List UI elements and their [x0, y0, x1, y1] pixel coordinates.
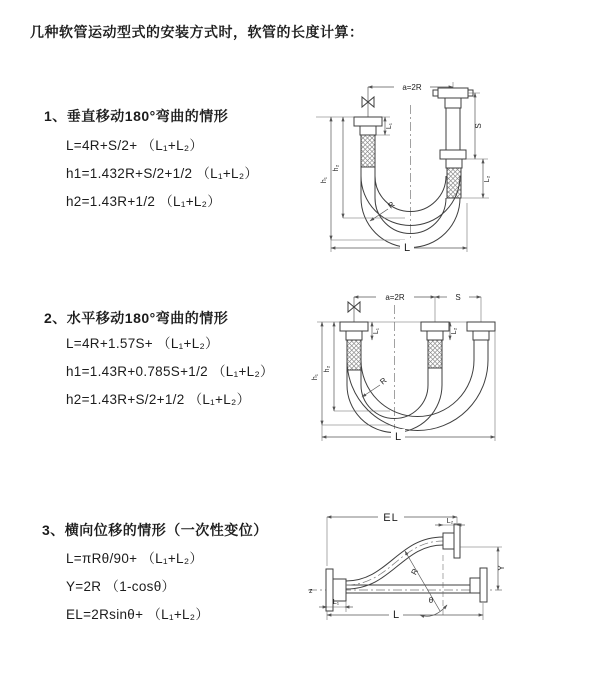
- dim-label-l1: L₁: [332, 599, 340, 606]
- dimension-l-overall: [327, 603, 483, 621]
- dim-label-s: S: [455, 293, 461, 302]
- dim-label-l1: L₁: [386, 122, 393, 130]
- left-end-fitting: [340, 322, 368, 385]
- section-3-title: 横向位移的情形（一次性变位）: [64, 522, 268, 538]
- dimension-l1: [319, 599, 353, 612]
- dim-label-r: R: [378, 375, 389, 387]
- formula-line: Y=2R （1-cosθ）: [66, 579, 176, 594]
- dim-label-r: R: [386, 199, 397, 211]
- right-end-fitting: [467, 322, 495, 360]
- formula-line: h2=1.43R+1/2 （L₁+L₂）: [66, 194, 222, 209]
- braided-hose-section: [347, 340, 361, 370]
- valve-icon: [362, 87, 374, 117]
- dimension-l1: [372, 322, 380, 340]
- dimension-el: [327, 512, 457, 566]
- dim-label-l2: L₂: [446, 518, 454, 525]
- upper-flange: [454, 524, 460, 558]
- middle-end-fitting: [421, 322, 449, 385]
- right-end-fitting: [433, 88, 473, 198]
- section-2-number: 2、: [44, 310, 67, 326]
- hose-u-bend: [347, 360, 488, 433]
- dim-label-l1: L₁: [373, 327, 380, 335]
- right-flange: [480, 568, 487, 602]
- dim-label-a2r: a=2R: [402, 83, 422, 92]
- dim-label-h2: h₂: [324, 365, 331, 373]
- dim-label-l2: L₂: [451, 327, 458, 335]
- dimension-s: [466, 93, 488, 159]
- braided-hose-section: [447, 168, 461, 198]
- section-3-heading: [42, 520, 268, 540]
- left-end-fitting: [354, 117, 382, 198]
- dimension-s: [435, 293, 481, 302]
- valve-icon: [348, 297, 360, 322]
- diagram-lateral-offset: [300, 500, 600, 670]
- braided-hose-section: [361, 135, 375, 167]
- section-3-number: 3、: [42, 522, 65, 538]
- formula-line: h2=1.43R+S/2+1/2 （L₁+L₂）: [66, 392, 251, 407]
- dim-label-l: L: [394, 431, 402, 443]
- page-title: 几种软管运动型式的安装方式时，软管的长度计算：: [30, 24, 364, 40]
- formula-line: L=4R+1.57S+ （L₁+L₂）: [66, 336, 219, 351]
- dim-label-h2: h₂: [333, 164, 340, 172]
- section-1-number: 1、: [44, 108, 67, 124]
- formula-line: L=πRθ/90+ （L₁+L₂）: [66, 551, 204, 566]
- centerline-mark: z: [309, 588, 313, 595]
- radius-leader: [405, 551, 440, 611]
- dimension-a2r: [354, 293, 481, 322]
- dim-label-l2: L₂: [484, 175, 491, 183]
- dim-label-s: S: [474, 123, 483, 129]
- formula-line: h1=1.432R+S/2+1/2 （L₁+L₂）: [66, 166, 259, 181]
- section-2-title: 水平移动180°弯曲的情形: [66, 310, 229, 326]
- formula-line: EL=2Rsinθ+ （L₁+L₂）: [66, 607, 210, 622]
- dim-label-y: Y: [497, 565, 506, 571]
- dim-label-a2r: a=2R: [385, 293, 405, 302]
- diagram-horizontal-180-bend: [300, 285, 600, 450]
- dimension-l2: [450, 322, 458, 340]
- formula-line: L=4R+S/2+ （L₁+L₂）: [66, 138, 204, 153]
- dim-label-h1: h₁: [321, 176, 328, 184]
- dim-label-h1: h₁: [312, 373, 319, 381]
- formula-line: h1=1.43R+0.785S+1/2 （L₁+L₂）: [66, 364, 274, 379]
- diagram-vertical-180-bend: [300, 75, 600, 265]
- dim-label-l: L: [403, 242, 411, 254]
- section-2-heading: [44, 308, 228, 328]
- braided-hose-section: [428, 340, 442, 368]
- dim-label-theta: θ: [428, 596, 434, 605]
- dimension-l2: [461, 159, 491, 198]
- section-1-title: 垂直移动180°弯曲的情形: [66, 108, 229, 124]
- dim-label-r: R: [409, 567, 421, 577]
- dim-label-l: L: [392, 609, 400, 621]
- radius-leader: [362, 376, 389, 397]
- dim-label-el: EL: [383, 512, 399, 524]
- angle-theta: [420, 555, 447, 618]
- upper-end-fitting: [443, 533, 454, 549]
- section-1-heading: [44, 106, 228, 126]
- right-end-fitting: [470, 578, 480, 593]
